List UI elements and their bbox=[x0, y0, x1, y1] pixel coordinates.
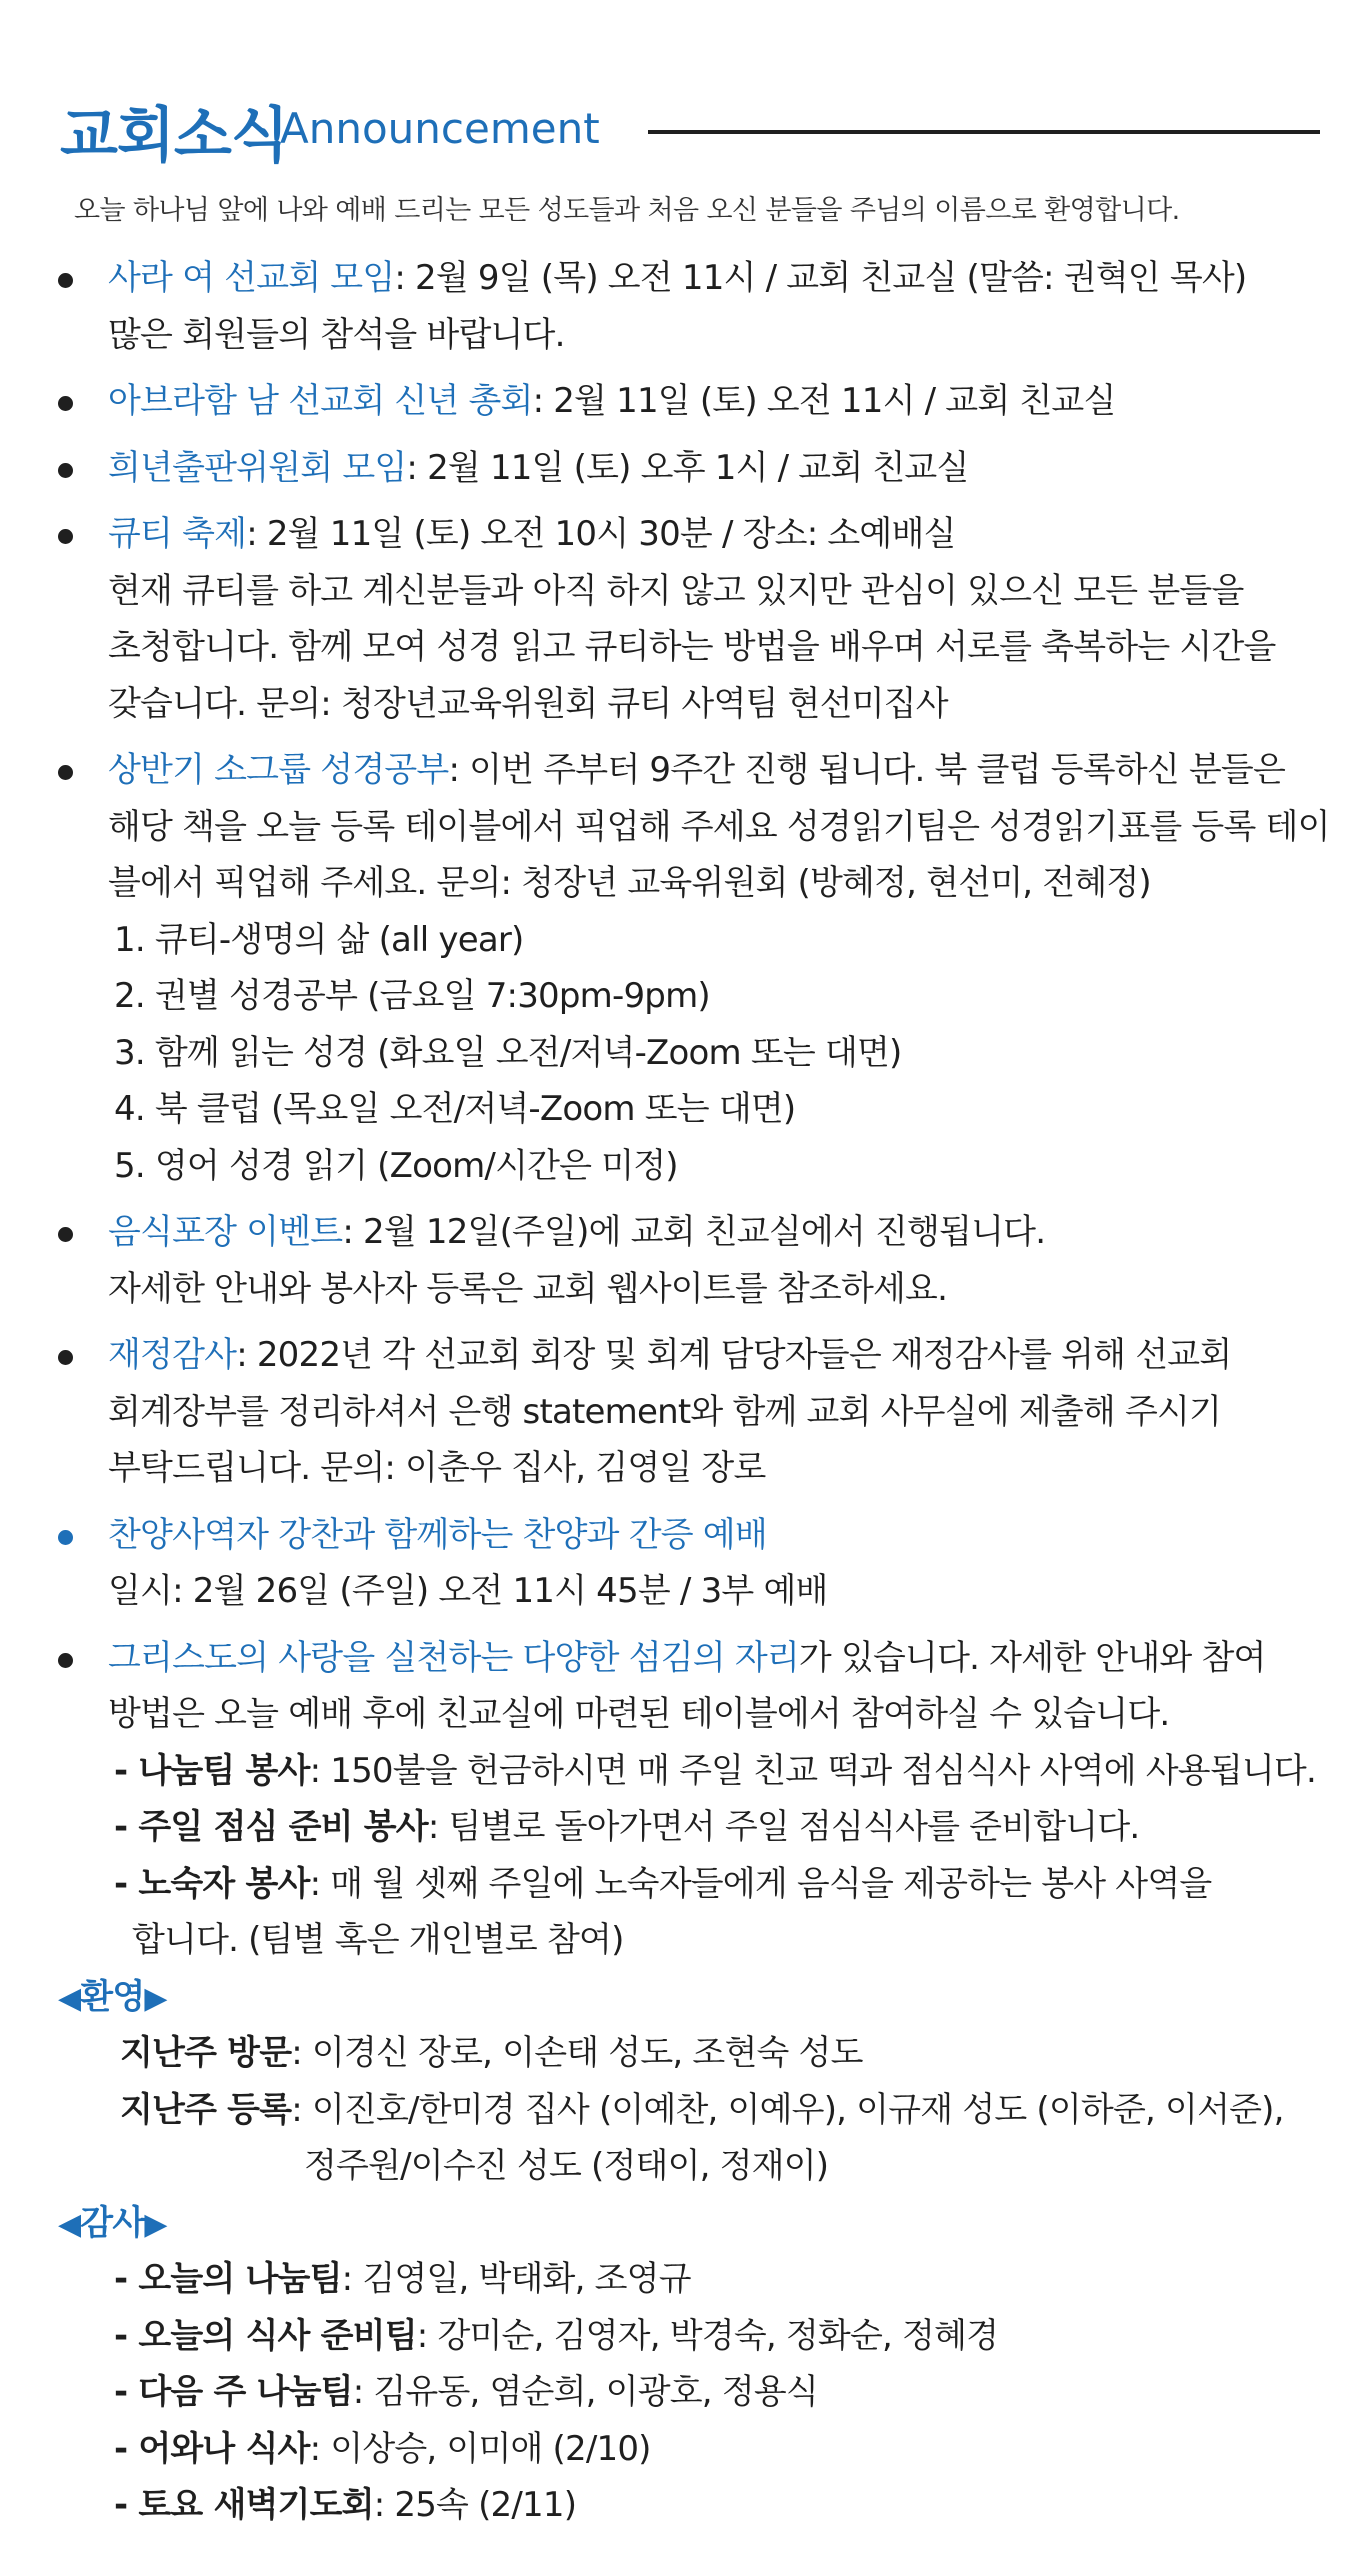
study-list-item: 4. 북 클럽 (목요일 오전/저녁-Zoom 또는 대면) bbox=[114, 1089, 796, 1129]
item-title: 재정감사 bbox=[108, 1335, 237, 1375]
bullet-icon bbox=[58, 396, 73, 411]
bullet-icon bbox=[58, 1653, 73, 1668]
triangle-right-icon: ▶ bbox=[144, 2206, 167, 2242]
service-label: - 노숙자 봉사 bbox=[114, 1863, 310, 1904]
bullet-icon bbox=[58, 1530, 73, 1545]
welcome-register-continued: 정주원/이수진 성도 (정태이, 정재이) bbox=[304, 2146, 829, 2186]
item-detail: 블에서 픽업해 주세요. 문의: 청장년 교육위원회 (방혜정, 현선미, 전혜정) bbox=[108, 863, 1151, 903]
item-detail: 현재 큐티를 하고 계신분들과 아직 하지 않고 있지만 관심이 있으신 모든 분들을 bbox=[108, 570, 1244, 611]
register-text: : 이진호/한미경 집사 (이예찬, 이예우), 이규재 성도 (이하준, 이서준), bbox=[291, 2089, 1284, 2130]
bullet-icon bbox=[58, 1227, 73, 1242]
thanks-text: : 강미순, 김영자, 박경숙, 정화순, 정혜경 bbox=[416, 2315, 999, 2356]
item-detail: 자세한 안내와 봉사자 등록은 교회 웹사이트를 참조하세요. bbox=[108, 1268, 948, 1309]
header-divider bbox=[648, 130, 1320, 134]
announcement-item bbox=[58, 250, 1328, 307]
thanks-heading: ◀감사▶ bbox=[58, 2202, 167, 2243]
thanks-row bbox=[58, 2364, 1328, 2421]
item-text: 가 있습니다. 자세한 안내와 참여 bbox=[798, 1637, 1266, 1678]
welcome-heading: ◀환영▶ bbox=[58, 1976, 167, 2017]
header bbox=[60, 88, 1320, 171]
item-title: 그리스도의 사랑을 실천하는 다양한 섬김의 자리 bbox=[108, 1637, 799, 1678]
item-detail: 일시: 2월 26일 (주일) 오전 11시 45분 / 3부 예배 bbox=[108, 1571, 828, 1611]
thanks-text: : 이상승, 이미애 (2/10) bbox=[309, 2428, 651, 2469]
service-text: : 150불을 헌금하시면 매 주일 친교 떡과 점심식사 사역에 사용됩니다. bbox=[309, 1750, 1316, 1791]
page-subtitle: Announcement bbox=[280, 104, 600, 153]
thanks-text: : 25속 (2/11) bbox=[373, 2485, 577, 2525]
item-title: 상반기 소그룹 성경공부 bbox=[108, 750, 449, 790]
item-title: 찬양사역자 강찬과 함께하는 찬양과 간증 예배 bbox=[108, 1514, 767, 1555]
visit-label: 지난주 방문 bbox=[120, 2033, 292, 2073]
item-title: 아브라함 남 선교회 신년 총회 bbox=[108, 381, 533, 421]
announcement-item bbox=[58, 742, 1328, 799]
thanks-row bbox=[58, 2308, 1328, 2365]
announcement-item bbox=[58, 1630, 1328, 1687]
thanks-row bbox=[58, 2421, 1328, 2478]
bullet-icon bbox=[58, 1350, 73, 1365]
study-list-item: 1. 큐티-생명의 삶 (all year) bbox=[114, 919, 524, 960]
item-detail: 갖습니다. 문의: 청장년교육위원회 큐티 사역팀 현선미집사 bbox=[108, 683, 948, 724]
thanks-text: : 김유동, 염순희, 이광호, 정용식 bbox=[352, 2372, 818, 2412]
page-title: 교회소식 bbox=[60, 101, 288, 171]
item-text: : 2월 11일 (토) 오전 11시 / 교회 친교실 bbox=[532, 381, 1116, 421]
thanks-row bbox=[58, 2477, 1328, 2534]
item-text: : 2월 11일 (토) 오후 1시 / 교회 친교실 bbox=[406, 447, 969, 488]
thanks-label: - 토요 새벽기도회 bbox=[114, 2485, 374, 2525]
thanks-label: - 어와나 식사 bbox=[114, 2428, 310, 2469]
item-text: : 이번 주부터 9주간 진행 됩니다. 북 클럽 등록하신 분들은 bbox=[448, 750, 1285, 790]
item-title: 희년출판위원회 모임 bbox=[108, 447, 407, 488]
item-detail: 많은 회원들의 참석을 바랍니다. bbox=[108, 314, 565, 355]
thanks-text: : 김영일, 박태화, 조영규 bbox=[341, 2259, 691, 2299]
item-detail: 부탁드립니다. 문의: 이춘우 집사, 김영일 장로 bbox=[108, 1448, 766, 1488]
welcome-visit-row bbox=[58, 2025, 1328, 2082]
thanks-label: - 오늘의 식사 준비팀 bbox=[114, 2315, 417, 2356]
item-title: 사라 여 선교회 모임 bbox=[108, 258, 395, 298]
visit-text: : 이경신 장로, 이손태 성도, 조현숙 성도 bbox=[291, 2033, 863, 2073]
item-title: 큐티 축제 bbox=[108, 514, 247, 554]
study-list-item: 5. 영어 성경 읽기 (Zoom/시간은 미정) bbox=[114, 1145, 678, 1186]
item-text: : 2022년 각 선교회 회장 및 회계 담당자들은 재정감사를 위해 선교회 bbox=[236, 1335, 1232, 1375]
bullet-icon bbox=[58, 463, 73, 478]
bullet-icon bbox=[58, 529, 73, 544]
item-text: : 2월 11일 (토) 오전 10시 30분 / 장소: 소예배실 bbox=[246, 514, 956, 554]
announcement-list bbox=[58, 250, 1328, 2534]
item-title: 음식포장 이벤트 bbox=[108, 1212, 343, 1252]
announcement-item bbox=[58, 373, 1328, 430]
item-detail: 회계장부를 정리하셔서 은행 statement와 함께 교회 사무실에 제출해 주시기 bbox=[108, 1391, 1222, 1432]
triangle-left-icon: ◀ bbox=[58, 2206, 81, 2242]
bullet-icon bbox=[58, 273, 73, 288]
bullet-icon bbox=[58, 765, 73, 780]
service-label: - 나눔팀 봉사 bbox=[114, 1750, 310, 1791]
item-text: : 2월 9일 (목) 오전 11시 / 교회 친교실 (말씀: 권혁인 목사) bbox=[394, 258, 1247, 298]
service-text: : 매 월 셋째 주일에 노숙자들에게 음식을 제공하는 봉사 사역을 bbox=[309, 1863, 1212, 1904]
service-row bbox=[58, 1799, 1328, 1856]
item-detail: 해당 책을 오늘 등록 테이블에서 픽업해 주세요 성경읽기팀은 성경읽기표를 등록 테이 bbox=[108, 806, 1330, 847]
intro-text: 오늘 하나님 앞에 나와 예배 드리는 모든 성도들과 처음 오신 분들을 주님의 이름으로 환영합니다. bbox=[74, 195, 1180, 226]
announcement-item bbox=[58, 1327, 1328, 1384]
thanks-label: - 오늘의 나눔팀 bbox=[114, 2259, 342, 2299]
item-text: : 2월 12일(주일)에 교회 친교실에서 진행됩니다. bbox=[342, 1212, 1046, 1252]
triangle-right-icon: ▶ bbox=[144, 1980, 167, 2016]
service-text: : 팀별로 돌아가면서 주일 점심식사를 준비합니다. bbox=[427, 1807, 1140, 1847]
welcome-register-row bbox=[58, 2082, 1328, 2139]
thanks-row bbox=[58, 2251, 1328, 2308]
study-list-item: 2. 권별 성경공부 (금요일 7:30pm-9pm) bbox=[114, 976, 710, 1016]
triangle-left-icon: ◀ bbox=[58, 1980, 81, 2016]
announcement-item bbox=[58, 1204, 1328, 1261]
service-row bbox=[58, 1856, 1328, 1913]
study-list-item: 3. 함께 읽는 성경 (화요일 오전/저녁-Zoom 또는 대면) bbox=[114, 1032, 902, 1073]
item-detail: 초청합니다. 함께 모여 성경 읽고 큐티하는 방법을 배우며 서로를 축복하는 시간을 bbox=[108, 627, 1276, 667]
announcement-item bbox=[58, 440, 1328, 497]
service-row-continued: 합니다. (팀별 혹은 개인별로 참여) bbox=[132, 1920, 624, 1960]
register-label: 지난주 등록 bbox=[120, 2089, 292, 2130]
service-row bbox=[58, 1743, 1328, 1800]
item-detail: 방법은 오늘 예배 후에 친교실에 마련된 테이블에서 참여하실 수 있습니다. bbox=[108, 1694, 1170, 1734]
announcement-item bbox=[58, 506, 1328, 563]
service-label: - 주일 점심 준비 봉사 bbox=[114, 1807, 428, 1847]
thanks-label: - 다음 주 나눔팀 bbox=[114, 2372, 353, 2412]
announcement-item bbox=[58, 1507, 1328, 1564]
